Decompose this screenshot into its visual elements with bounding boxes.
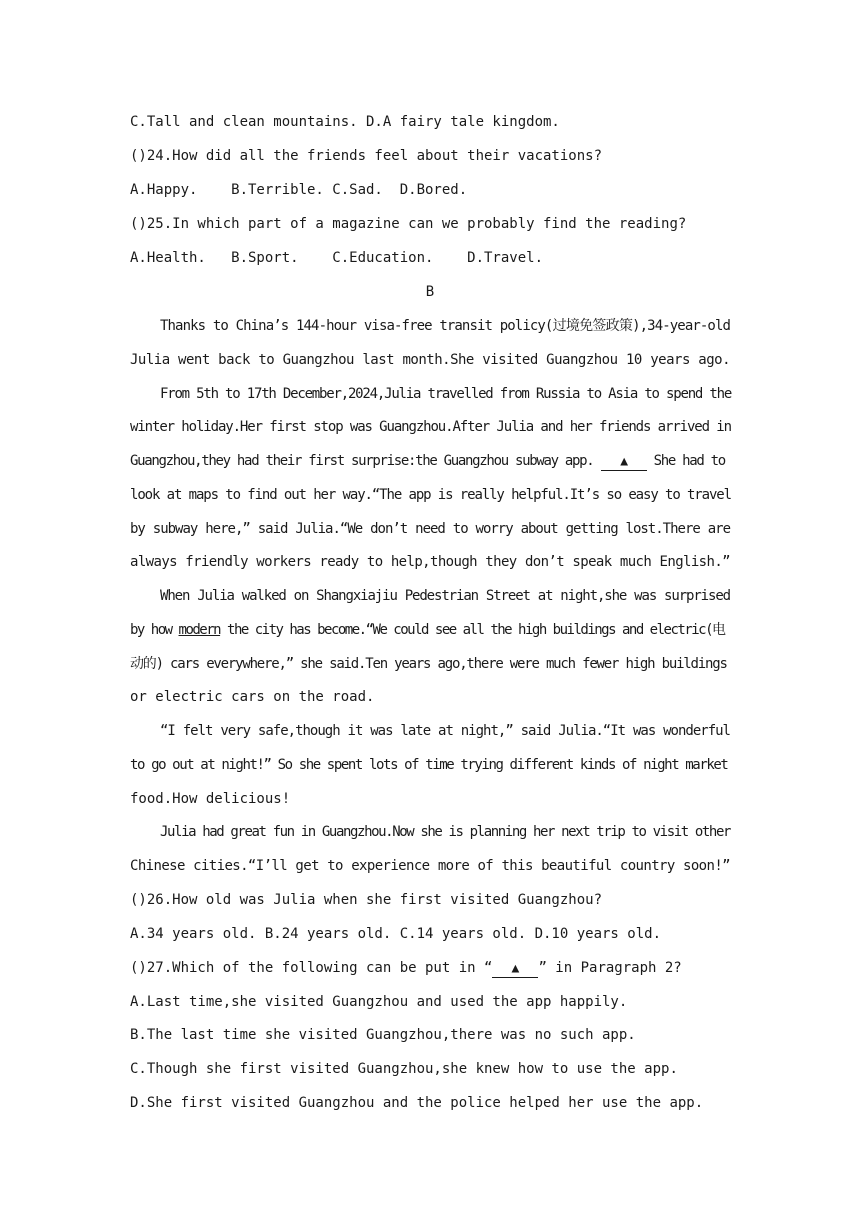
passage-line: From 5th to 17th December,2024,Julia travelled from Russia to Asia to spend the	[160, 386, 732, 402]
passage-line: winter holiday.Her first stop was Guangzhou.After Julia and her friends arrived in	[130, 419, 731, 435]
passage-line: Chinese cities.“I’ll get to experience more of this beautiful country soon!”	[130, 858, 730, 874]
answer-blank: ▲	[601, 454, 647, 471]
passage-line: food.How delicious!	[130, 791, 291, 807]
passage-line: by subway here,” said Julia.“We don’t need to worry about getting lost.There are	[130, 521, 730, 537]
passage-line: 动的) cars everywhere,” she said.Ten years ago,there were much fewer high buildings	[130, 656, 727, 672]
passage-line: Julia went back to Guangzhou last month.She visited Guangzhou 10 years ago.	[130, 352, 730, 368]
question-text: ()27.Which of the following can be put in “	[130, 960, 493, 976]
q24-options: A.Happy. B.Terrible. C.Sad. D.Bored.	[130, 182, 468, 198]
q27-option-c: C.Though she first visited Guangzhou,she knew how to use the app.	[130, 1061, 678, 1077]
q27-option-a: A.Last time,she visited Guangzhou and used the app happily.	[130, 994, 628, 1010]
section-label: B	[425, 284, 435, 300]
passage-line: to go out at night!” So she spent lots of time trying different kinds of night market	[130, 757, 728, 773]
q24-question: ()24.How did all the friends feel about their vacations?	[130, 148, 603, 164]
passage-line: always friendly workers ready to help,though they don’t speak much English.”	[130, 554, 730, 570]
answer-blank: ▲	[492, 961, 538, 978]
q27-question	[130, 959, 730, 978]
passage-text: the city has become.“We could see all the high buildings and electric(电	[220, 622, 725, 638]
q25-options: A.Health. B.Sport. C.Education. D.Travel.	[130, 250, 544, 266]
passage-line-with-underline	[130, 621, 730, 639]
question-text: ” in Paragraph 2?	[538, 960, 682, 976]
q26-options: A.34 years old. B.24 years old. C.14 years old. D.10 years old.	[130, 926, 662, 942]
passage-line: look at maps to find out her way.“The app is really helpful.It’s so easy to travel	[130, 487, 731, 503]
passage-line: Julia had great fun in Guangzhou.Now she is planning her next trip to visit other	[160, 824, 730, 840]
passage-text: Guangzhou,they had their first surprise:the Guangzhou subway app.	[130, 453, 601, 469]
q25-question: ()25.In which part of a magazine can we probably find the reading?	[130, 216, 687, 232]
passage-line: Thanks to China’s 144-hour visa-free transit policy(过境免签政策),34-year-old	[160, 318, 730, 334]
q27-option-d: D.She first visited Guangzhou and the police helped her use the app.	[130, 1095, 704, 1111]
passage-text: She had to	[646, 453, 725, 469]
q26-question: ()26.How old was Julia when she first visited Guangzhou?	[130, 892, 603, 908]
passage-line-with-blank	[130, 452, 730, 471]
underlined-word-modern: modern	[178, 622, 221, 638]
passage-text: by how	[130, 622, 179, 638]
passage-line: “I felt very safe,though it was late at night,” said Julia.“It was wonderful	[160, 723, 730, 739]
q27-option-b: B.The last time she visited Guangzhou,there was no such app.	[130, 1027, 636, 1043]
q23-options: C.Tall and clean mountains. D.A fairy tale kingdom.	[130, 114, 560, 130]
passage-line: or electric cars on the road.	[130, 689, 375, 705]
passage-line: When Julia walked on Shangxiajiu Pedestrian Street at night,she was surprised	[160, 588, 730, 604]
